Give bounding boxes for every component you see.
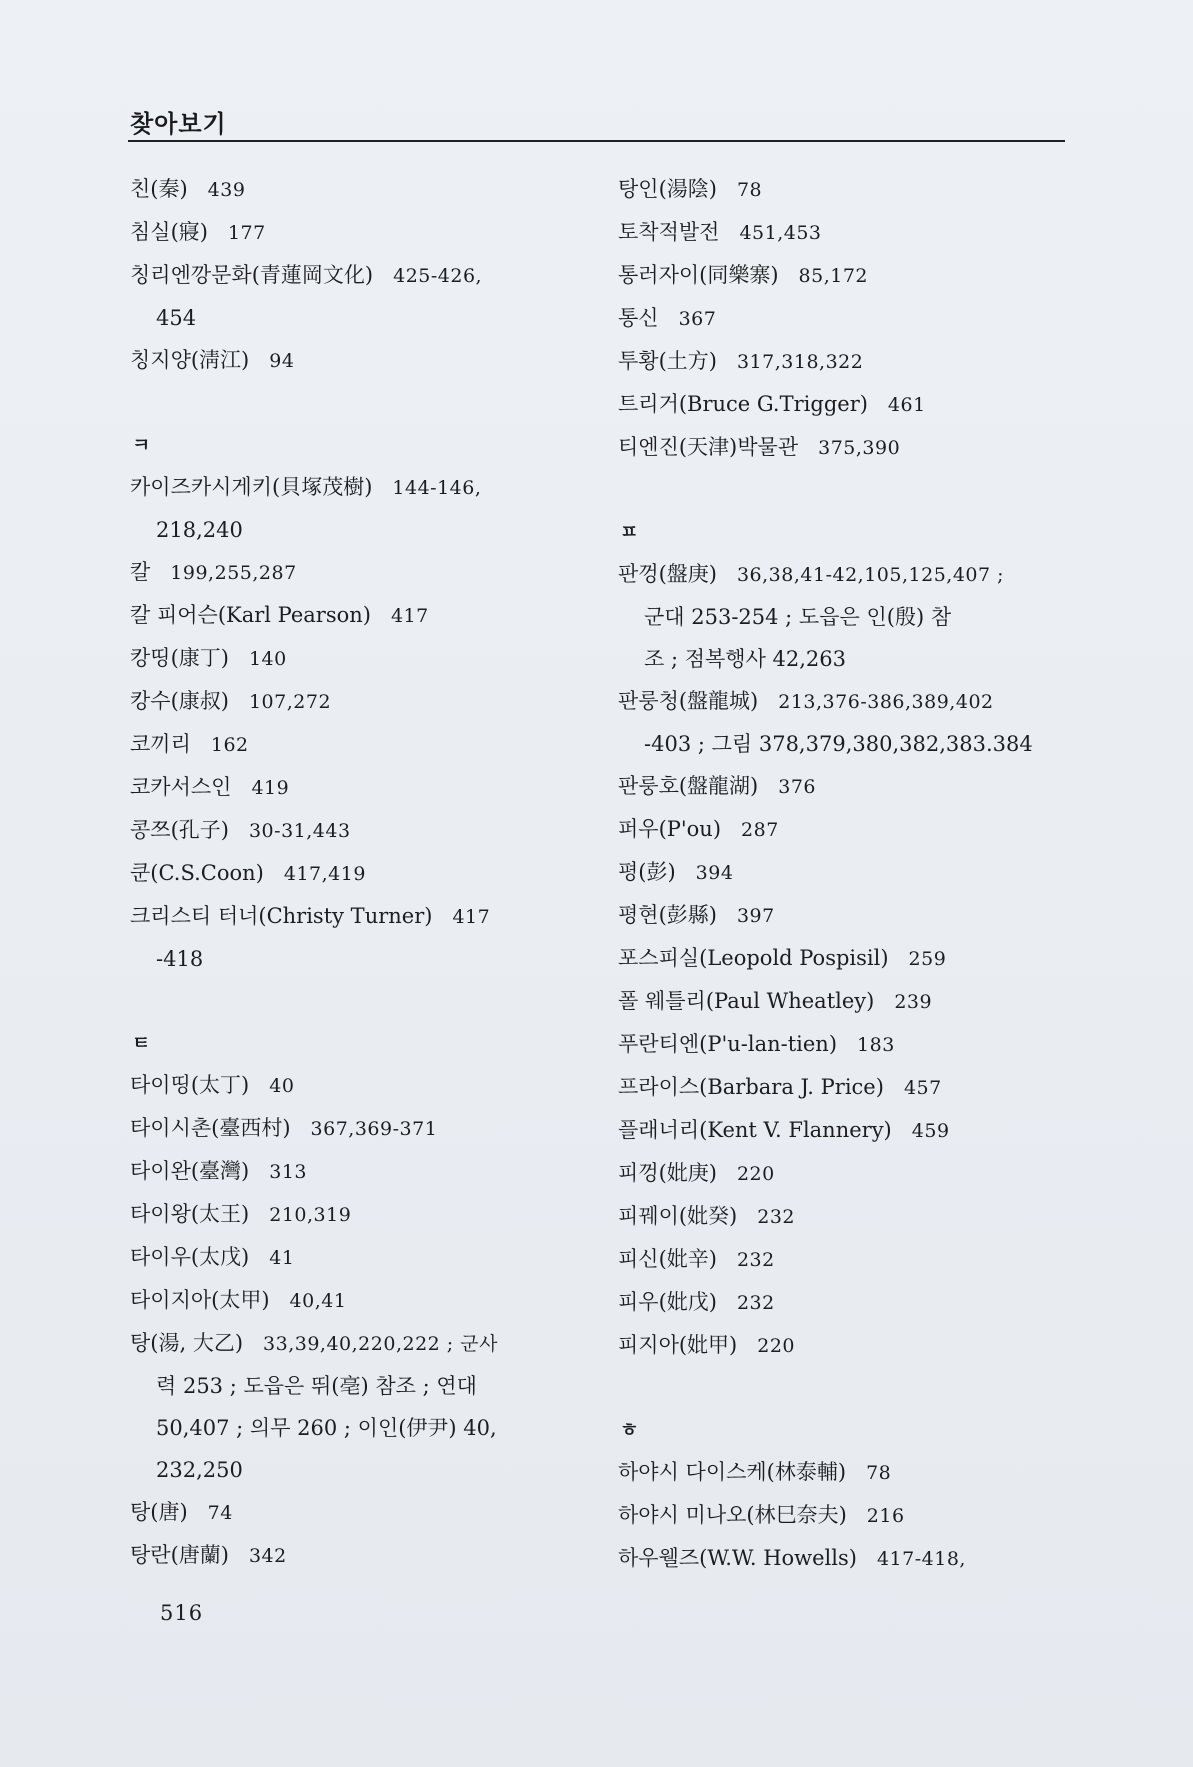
- index-term: 티엔진(天津)박물관: [618, 435, 799, 459]
- index-entry: [618, 765, 1068, 808]
- page-number: 516: [160, 1601, 204, 1625]
- index-entry: [618, 1537, 1068, 1580]
- index-entry-continuation: 454: [156, 306, 197, 330]
- index-entry: [618, 680, 1068, 723]
- index-term: 프라이스(Barbara J. Price): [618, 1075, 884, 1099]
- index-term: 판룽호(盤龍湖): [618, 774, 759, 798]
- page-reference: 85,172: [798, 265, 869, 287]
- page-reference: 33,39,40,220,222 ; 군사: [263, 1333, 498, 1355]
- index-term: 피지아(妣甲): [618, 1333, 738, 1357]
- index-entry: [130, 1150, 585, 1193]
- running-head: 찾아보기: [130, 110, 227, 138]
- page-reference: 417: [390, 605, 429, 627]
- index-entry: [618, 426, 1068, 469]
- index-term: 침실(寢): [130, 220, 208, 244]
- page-reference: 457: [903, 1077, 942, 1099]
- section-heading: ㅌ: [132, 1032, 151, 1054]
- page-reference: 94: [269, 350, 295, 372]
- index-entry-continuation: 력 253 ; 도읍은 뛰(亳) 참조 ; 연대: [156, 1374, 477, 1398]
- page-reference: 40: [269, 1075, 295, 1097]
- index-term: 카이즈카시게키(貝塚茂樹): [130, 475, 373, 499]
- index-entry: [130, 1279, 585, 1322]
- page-reference: 144-146,: [392, 477, 482, 499]
- index-term: 피꿰이(妣癸): [618, 1204, 738, 1228]
- index-term: 타이시촌(臺西村): [130, 1116, 291, 1140]
- index-term: 타이지아(太甲): [130, 1288, 270, 1312]
- index-term: 푸란티엔(P'u-lan-tien): [618, 1032, 838, 1056]
- index-entry: [618, 1451, 1068, 1494]
- section-gap: [130, 382, 585, 424]
- page-reference: 232: [757, 1206, 796, 1228]
- index-term: 판룽청(盤龍城): [618, 689, 759, 713]
- page-reference: 317,318,322: [736, 351, 864, 373]
- page-reference: 367,369-371: [310, 1118, 438, 1140]
- page-reference: 232: [736, 1292, 775, 1314]
- index-term: 통러자이(同樂寨): [618, 263, 779, 287]
- section-heading: ㅍ: [620, 521, 639, 543]
- index-term: 판껑(盤庚): [618, 562, 717, 586]
- page-reference: 342: [248, 1545, 287, 1567]
- index-term: 플래너리(Kent V. Flannery): [618, 1118, 892, 1142]
- index-term: 통신: [618, 306, 659, 330]
- page-reference: 417: [452, 906, 491, 928]
- index-entry: [618, 1324, 1068, 1367]
- index-term: 포스피실(Leopold Pospisil): [618, 946, 889, 970]
- index-entry: [130, 680, 585, 723]
- page-reference: 30-31,443: [248, 820, 351, 842]
- index-entry: [618, 1152, 1068, 1195]
- index-entry: [618, 254, 1068, 297]
- index-term: 평현(彭縣): [618, 903, 717, 927]
- index-entry: [130, 723, 585, 766]
- section-heading: ㅋ: [132, 434, 151, 456]
- page-reference: 213,376-386,389,402: [778, 691, 994, 713]
- index-term: 칭리엔깡문화(青蓮岡文化): [130, 263, 374, 287]
- index-entry: [130, 809, 585, 852]
- page-reference: 183: [857, 1034, 895, 1056]
- index-entry-continuation: -403 ; 그림 378,379,380,382,383.384: [644, 732, 1033, 756]
- index-entry-continuation: 군대 253-254 ; 도읍은 인(殷) 참: [644, 605, 952, 629]
- index-entry: [618, 1195, 1068, 1238]
- index-entry: [130, 1193, 585, 1236]
- page-reference: 220: [757, 1335, 796, 1357]
- index-term: 평(彭): [618, 860, 676, 884]
- index-entry: [130, 766, 585, 809]
- index-column-left: [130, 168, 585, 1577]
- index-entry: [618, 851, 1068, 894]
- index-entry: [618, 1066, 1068, 1109]
- page-reference: 78: [736, 179, 763, 201]
- section-gap: [130, 980, 585, 1022]
- index-term: 탕란(唐蘭): [130, 1543, 229, 1567]
- index-term: 탕(湯, 大乙): [130, 1331, 244, 1355]
- index-entry: [130, 211, 585, 254]
- index-term: 타이왕(太王): [130, 1202, 250, 1226]
- index-entry: [130, 1236, 585, 1279]
- page-reference: 140: [248, 648, 287, 670]
- page-reference: 417-418,: [876, 1548, 966, 1570]
- index-entry: [618, 1494, 1068, 1537]
- page-reference: 162: [210, 734, 249, 756]
- index-entry: [130, 594, 585, 637]
- index-entry: [618, 340, 1068, 383]
- page-reference: 239: [894, 991, 933, 1013]
- index-term: 피신(妣辛): [618, 1247, 717, 1271]
- page-reference: 425-426,: [393, 265, 483, 287]
- index-entry-continuation: 50,407 ; 의무 260 ; 이인(伊尹) 40,: [156, 1416, 497, 1440]
- page-reference: 41: [269, 1247, 295, 1269]
- index-term: 토착적발전: [618, 220, 720, 244]
- page-reference: 199,255,287: [170, 562, 297, 584]
- section-gap: [618, 1367, 1068, 1409]
- page-reference: 313: [269, 1161, 308, 1183]
- index-entry: [130, 1064, 585, 1107]
- index-term: 칼: [130, 560, 151, 584]
- page-reference: 459: [911, 1120, 950, 1142]
- index-term: 피껑(妣庚): [618, 1161, 717, 1185]
- index-entry: [130, 551, 585, 594]
- index-entry: [130, 1107, 585, 1150]
- index-entry: [618, 1238, 1068, 1281]
- index-term: 코끼리: [130, 732, 191, 756]
- page-reference: 451,453: [739, 222, 822, 244]
- index-entry: [618, 211, 1068, 254]
- page-reference: 40,41: [289, 1290, 347, 1312]
- section-gap: [618, 469, 1068, 511]
- index-entry: [618, 1023, 1068, 1066]
- header-rule: [128, 140, 1065, 142]
- index-entry: [618, 383, 1068, 426]
- index-term: 탕(唐): [130, 1500, 188, 1524]
- index-entry-continuation: -418: [156, 947, 204, 971]
- index-entry: [130, 1534, 585, 1577]
- index-entry: [130, 466, 585, 509]
- page-reference: 232: [736, 1249, 775, 1271]
- index-term: 하우웰즈(W.W. Howells): [618, 1546, 857, 1570]
- index-entry: [130, 895, 585, 938]
- page-reference: 367: [678, 308, 717, 330]
- page-reference: 394: [695, 862, 734, 884]
- index-term: 친(秦): [130, 177, 188, 201]
- page-reference: 210,319: [269, 1204, 352, 1226]
- index-term: 크리스티 터너(Christy Turner): [130, 904, 433, 928]
- page-reference: 397: [736, 905, 775, 927]
- index-term: 트리거(Bruce G.Trigger): [618, 392, 868, 416]
- index-term: 캉띵(康丁): [130, 646, 229, 670]
- page-reference: 375,390: [818, 437, 901, 459]
- page-reference: 439: [207, 179, 246, 201]
- index-term: 칼 피어슨(Karl Pearson): [130, 603, 371, 627]
- index-entry: [618, 1281, 1068, 1324]
- index-term: 타이띵(太丁): [130, 1073, 250, 1097]
- page-reference: 287: [741, 819, 779, 841]
- index-entry-continuation: 조 ; 점복행사 42,263: [644, 647, 847, 671]
- index-entry: [618, 894, 1068, 937]
- page-reference: 220: [736, 1163, 775, 1185]
- index-entry: [618, 297, 1068, 340]
- index-entry: [130, 168, 585, 211]
- page-reference: 78: [866, 1462, 892, 1484]
- index-term: 코카서스인: [130, 775, 232, 799]
- index-entry: [618, 168, 1068, 211]
- page-reference: 461: [887, 394, 926, 416]
- index-entry: [618, 1109, 1068, 1152]
- index-term: 쿤(C.S.Coon): [130, 861, 264, 885]
- index-entry: [130, 852, 585, 895]
- index-term: 하야시 미나오(林巳奈夫): [618, 1503, 847, 1527]
- index-entry: [618, 937, 1068, 980]
- page-reference: 419: [251, 777, 290, 799]
- index-entry: [618, 980, 1068, 1023]
- index-term: 타이우(太戊): [130, 1245, 250, 1269]
- page-reference: 107,272: [248, 691, 332, 713]
- index-entry: [618, 808, 1068, 851]
- index-term: 타이완(臺灣): [130, 1159, 250, 1183]
- index-entry: [130, 1322, 585, 1365]
- index-term: 캉수(康叔): [130, 689, 229, 713]
- index-term: 퍼우(P'ou): [618, 817, 722, 841]
- index-term: 폴 웨틀리(Paul Wheatley): [618, 989, 875, 1013]
- index-term: 하야시 다이스케(林泰輔): [618, 1460, 847, 1484]
- index-entry-continuation: 218,240: [156, 518, 243, 542]
- page-reference: 376: [778, 776, 817, 798]
- page-reference: 177: [227, 222, 266, 244]
- index-entry: [130, 1491, 585, 1534]
- index-term: 탕인(湯陰): [618, 177, 717, 201]
- index-term: 콩쯔(孔子): [130, 818, 229, 842]
- index-entry: [130, 254, 585, 297]
- index-entry: [130, 339, 585, 382]
- index-term: 투황(土方): [618, 349, 717, 373]
- index-entry: [618, 553, 1068, 596]
- page-reference: 74: [207, 1502, 233, 1524]
- page-reference: 36,38,41-42,105,125,407 ;: [736, 564, 1005, 586]
- index-term: 피우(妣戊): [618, 1290, 717, 1314]
- page-reference: 259: [908, 948, 947, 970]
- index-column-right: [618, 168, 1068, 1580]
- index-term: 칭지양(淸江): [130, 348, 250, 372]
- page-reference: 417,419: [283, 863, 366, 885]
- index-entry-continuation: 232,250: [156, 1458, 243, 1482]
- page-reference: 216: [866, 1505, 905, 1527]
- index-entry: [130, 637, 585, 680]
- section-heading: ㅎ: [620, 1419, 639, 1441]
